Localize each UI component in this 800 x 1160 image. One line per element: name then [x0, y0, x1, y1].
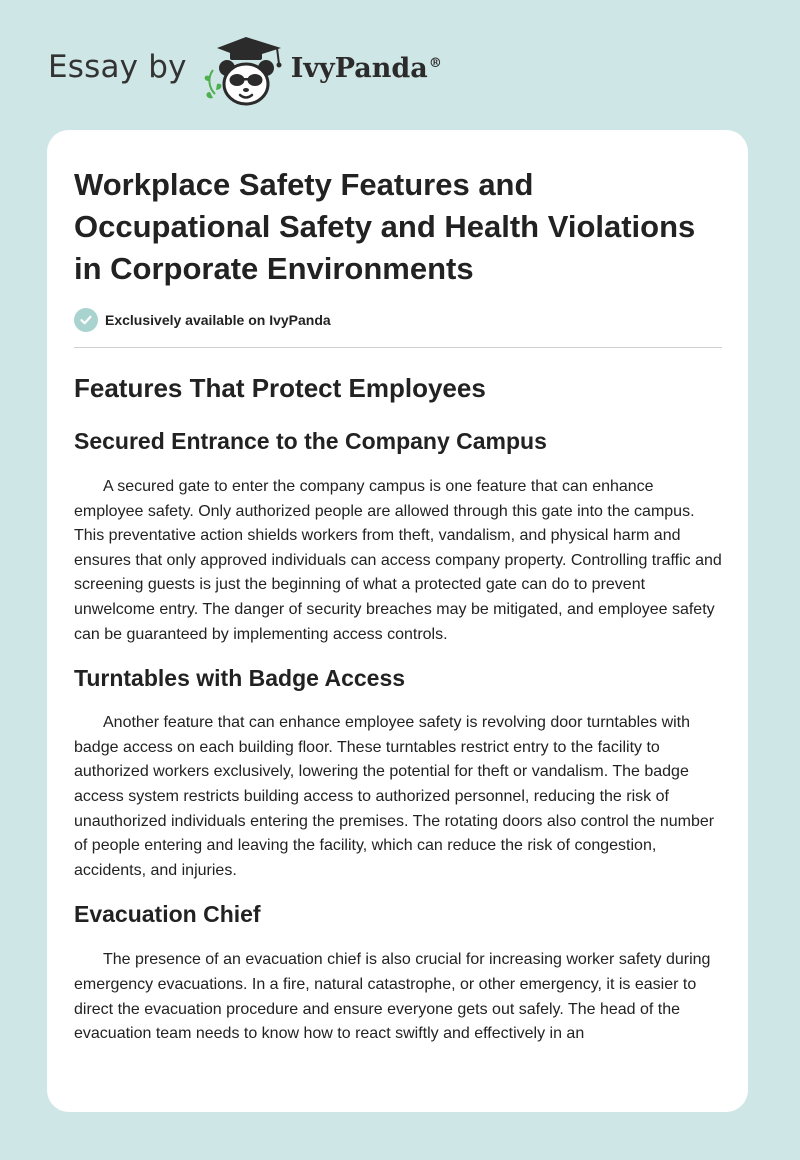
registered-mark: ®: [428, 55, 442, 71]
section-heading-turntables: Turntables with Badge Access: [74, 665, 406, 692]
check-icon: [74, 308, 98, 332]
section-paragraph-turntables: Another feature that can enhance employee safety is revolving door turntables with badge access on each building floor. These turntables restrict entry to the facility to authorized workers exclusively, lowering the potential for theft or vandalism. The badge access system restricts building access to authorized personnel, reducing the risk of unauthorized individuals entering the premises. The rotating doors also control the number of people entering and leaving the facility, which can reduce the risk of congestion, accidents, and injuries.: [74, 714, 715, 879]
exclusive-badge-text: Exclusively available on IvyPanda: [105, 312, 331, 328]
section-paragraph-evacuation-chief: The presence of an evacuation chief is also crucial for increasing worker safety during emergency evacuations. In a fire, natural catastrophe, or other emergency, it is easier to direct the evacuation procedure and ensure everyone gets out safely. The head of the evacuation team needs to know how to react swiftly and effectively in an: [74, 951, 711, 1043]
essay-card: [47, 130, 748, 1112]
site-header: [48, 30, 442, 110]
section-heading-secured-entrance: Secured Entrance to the Company Campus: [74, 428, 547, 454]
divider: [74, 347, 722, 348]
essay-by-label: Essay by: [48, 49, 187, 85]
brand-name[interactable]: [291, 53, 442, 84]
brand-name-text: IvyPanda: [290, 52, 428, 84]
section-heading-evacuation-chief: Evacuation Chief: [74, 901, 261, 928]
main-heading: Features That Protect Employees: [74, 373, 486, 403]
essay-title: Workplace Safety Features and Occupational Safety and Health Violations in Corporate Environments: [74, 167, 696, 286]
section-paragraph-secured-entrance: A secured gate to enter the company campus is one feature that can enhance employee safety. Only authorized people are allowed through this gate into the campus. This preventative action shields workers from theft, vandalism, and physical harm and ensures that only approved individuals can access company property. Controlling traffic and screening guests is just the beginning of what a protected gate can do to prevent unwelcome entry. The danger of security breaches may be mitigated, and employee safety can be guaranteed by implementing access controls.: [74, 478, 722, 643]
exclusive-badge: [74, 308, 722, 332]
ivypanda-logo-icon[interactable]: [201, 30, 291, 110]
